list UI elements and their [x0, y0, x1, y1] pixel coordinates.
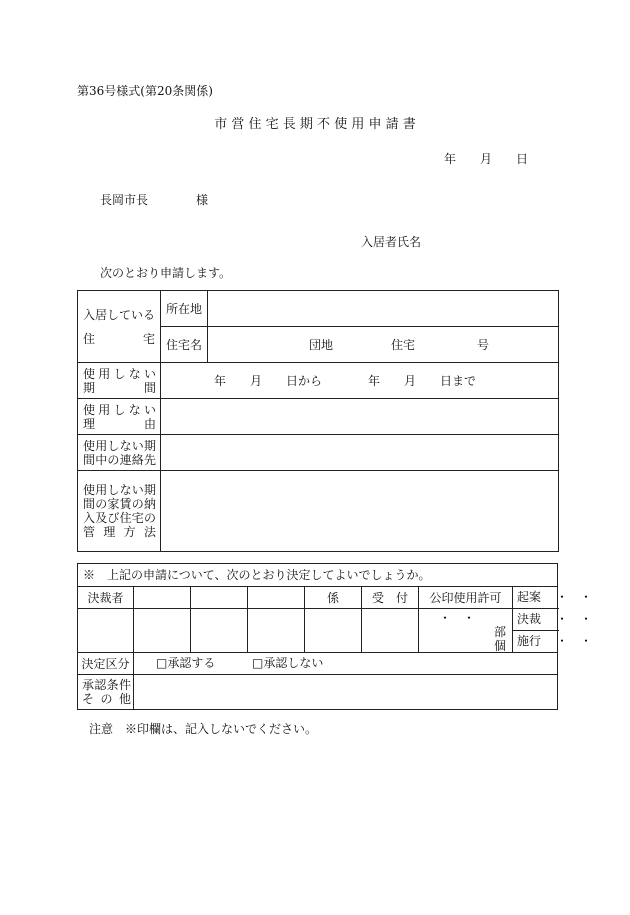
residence-label-cell [78, 291, 161, 363]
footer-note: 注意 ※印欄は、記入しないでください。 [89, 722, 318, 736]
date-year-label: 年 [444, 152, 457, 166]
period-label-line1: 使用しない [83, 366, 156, 381]
kian-date-dots: ・ ・ [556, 590, 593, 604]
conditions-label-line1: 承認条件 [82, 678, 131, 692]
address-label: 所在地 [161, 291, 208, 327]
gou-label: 号 [477, 338, 490, 352]
residence-label-taku: 宅 [142, 331, 155, 346]
addressee-mayor: 長岡市長 [100, 193, 149, 207]
kessai-date-dots: ・ ・ [556, 612, 593, 626]
conditions-label-line2: その他 [82, 692, 131, 706]
contact-label-cell [78, 435, 161, 471]
period-label-ki: 期 [83, 380, 96, 395]
period-field[interactable] [161, 363, 559, 399]
residence-label-ju: 住 [83, 331, 96, 346]
applicant-name-label: 入居者氏名 [361, 235, 422, 249]
seal-date-dots: ・ ・ [439, 611, 476, 625]
shikou-date-dots: ・ ・ [556, 634, 593, 648]
rent-method-field[interactable] [161, 471, 559, 552]
contact-label-line1: 使用しない期 [83, 438, 156, 453]
reason-label-cell [78, 399, 161, 435]
bu-label: 部 [493, 625, 506, 639]
contact-label-line2: 間中の連絡先 [83, 452, 156, 467]
approve-checkbox[interactable]: □承認する [156, 656, 216, 670]
decision-category-label: 決定区分 [78, 653, 134, 675]
kessai-cell [513, 609, 593, 631]
period-from-day: 日から [286, 374, 323, 388]
approver-slot-1-header [134, 587, 191, 609]
conditions-label-cell [78, 675, 134, 710]
kakari-box[interactable] [305, 609, 362, 653]
ko-label: 個 [493, 639, 506, 653]
shikou-label: 施行 [517, 634, 542, 648]
reason-label-line1: 使用しない [83, 402, 156, 417]
period-from-month: 月 [250, 374, 263, 388]
rent-label-line1: 使用しない期 [83, 483, 156, 497]
rent-label-line4: 管理方法 [83, 525, 156, 539]
shikou-cell [513, 631, 593, 653]
approver-box-2[interactable] [191, 609, 248, 653]
period-from-year: 年 [214, 374, 227, 388]
approver-box-3[interactable] [248, 609, 305, 653]
uketsuke-label: 受 付 [362, 587, 419, 609]
uketsuke-box[interactable] [362, 609, 419, 653]
kian-cell [513, 587, 593, 609]
addressee-honorific: 様 [196, 193, 209, 207]
kian-label: 起案 [517, 590, 542, 604]
period-to-day: 日まで [440, 374, 477, 388]
page-title: 市 営 住 宅 長 期 不 使 用 申 請 書 [214, 117, 416, 132]
approver-box-0[interactable] [78, 609, 134, 653]
application-table [77, 290, 559, 552]
contact-field[interactable] [161, 435, 559, 471]
approver-slot-2-header [191, 587, 248, 609]
rent-label-cell [78, 471, 161, 552]
date-day-label: 日 [516, 152, 529, 166]
decision-category-field [134, 653, 558, 675]
rent-label-line2: 間の家賃の納 [83, 497, 156, 511]
seal-permit-label: 公印使用許可 [419, 587, 513, 609]
house-name-label: 住宅名 [161, 327, 208, 363]
approver-label: 決裁者 [78, 587, 134, 609]
approver-box-1[interactable] [134, 609, 191, 653]
period-to-year: 年 [368, 374, 381, 388]
kakari-label: 係 [305, 587, 362, 609]
danchi-label: 団地 [309, 338, 334, 352]
kessai-label: 決裁 [517, 612, 542, 626]
seal-permit-box[interactable] [419, 609, 513, 653]
form-number: 第36号様式(第20条関係) [77, 84, 213, 98]
period-label-cell [78, 363, 161, 399]
decision-note: ※ 上記の申請について、次のとおり決定してよいでしょうか。 [78, 564, 558, 587]
date-month-label: 月 [480, 152, 493, 166]
approver-slot-3-header [248, 587, 305, 609]
intro-text: 次のとおり申請します。 [100, 266, 232, 280]
reason-field[interactable] [161, 399, 559, 435]
jutaku-label: 住宅 [391, 338, 416, 352]
house-name-field[interactable] [208, 327, 559, 363]
period-to-month: 月 [404, 374, 417, 388]
reason-label-yu: 由 [143, 416, 156, 431]
rent-label-line3: 入及び住宅の [83, 511, 156, 525]
decision-table [77, 563, 593, 710]
address-field[interactable] [208, 291, 559, 327]
reject-checkbox[interactable]: □承認しない [252, 656, 324, 670]
conditions-field[interactable] [134, 675, 558, 710]
period-label-kan: 間 [143, 380, 156, 395]
residence-label-top: 入居している [83, 307, 156, 322]
reason-label-ri: 理 [83, 416, 96, 431]
